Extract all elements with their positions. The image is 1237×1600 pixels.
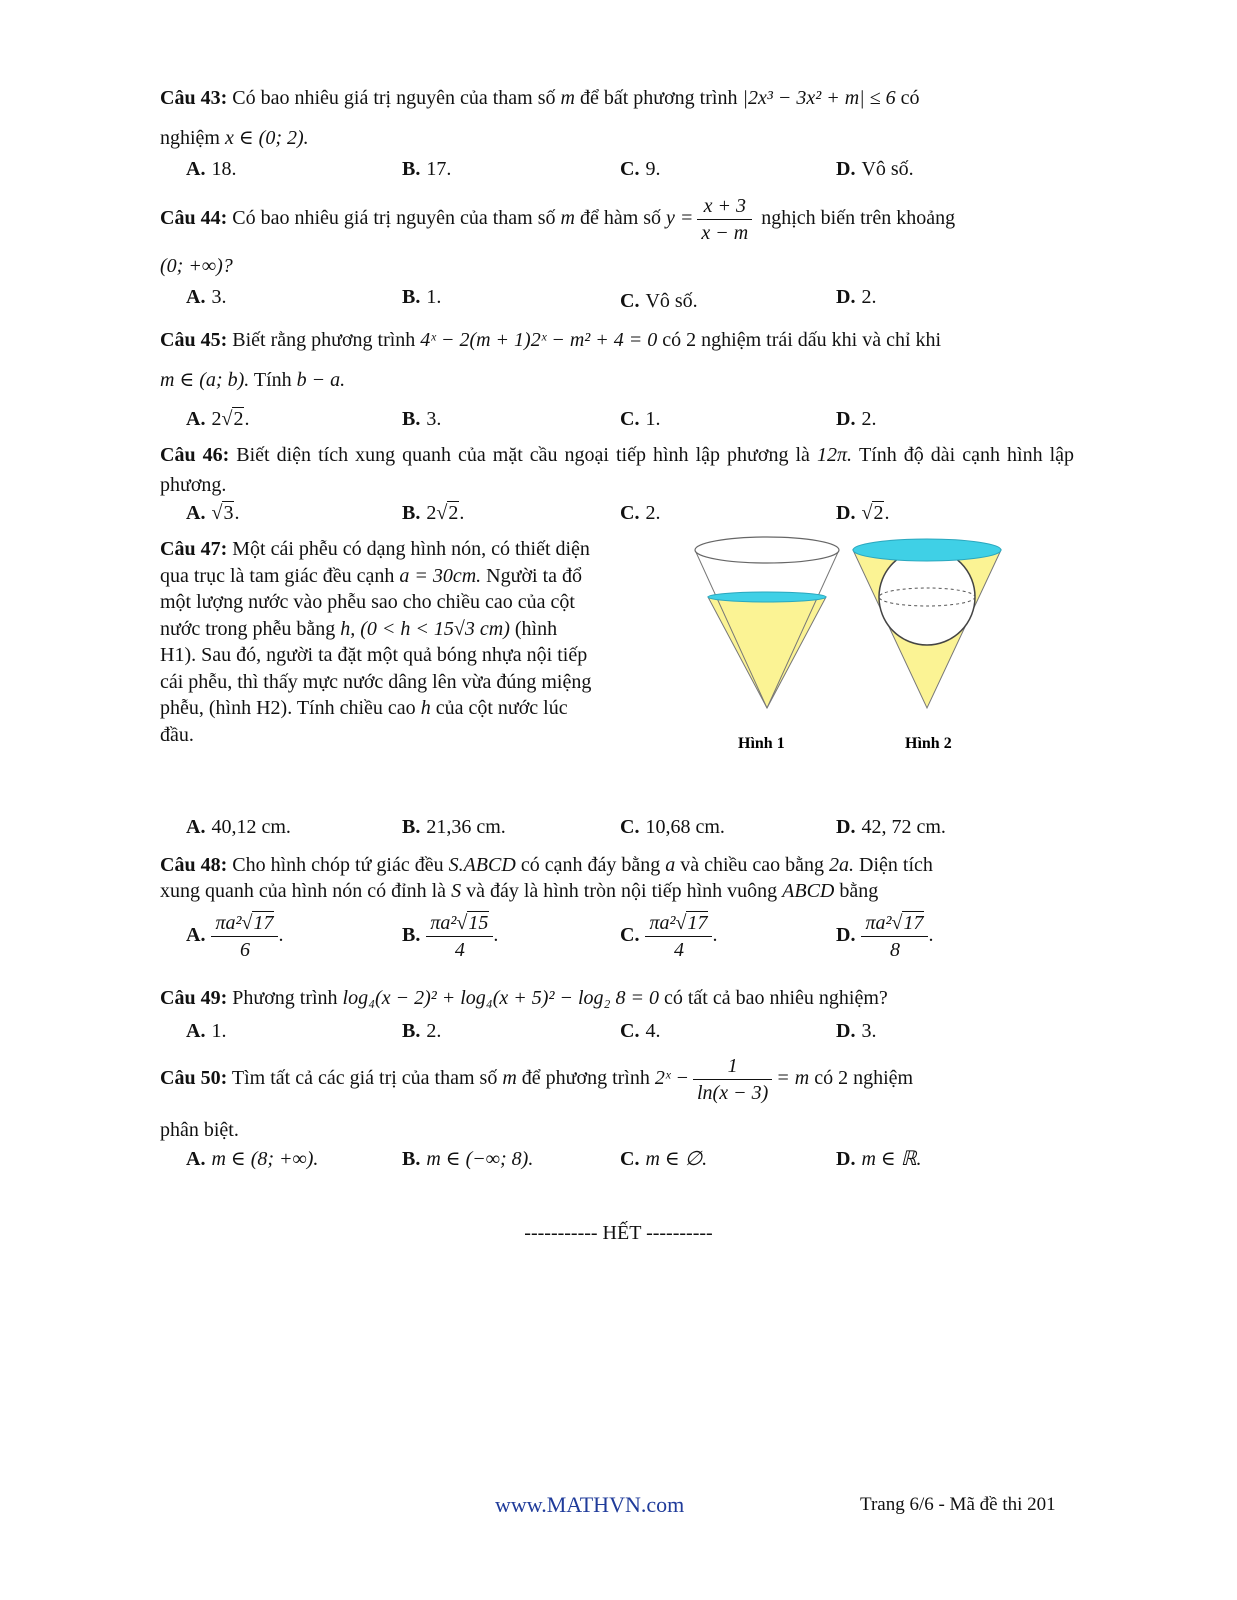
footer-site-link[interactable]: www.MATHVN.com <box>495 1492 685 1517</box>
option-b[interactable]: B. 17. <box>402 158 452 180</box>
option-b[interactable]: B. 2√2. <box>402 502 465 524</box>
answer-row <box>160 1146 1074 1176</box>
question-label: Câu 46: <box>160 444 230 466</box>
figure-2-label: Hình 2 <box>905 735 952 752</box>
option-d[interactable]: D. 3. <box>836 1020 877 1042</box>
end-marker: ----------- HẾT ---------- <box>524 1222 713 1244</box>
option-d[interactable]: D. Vô số. <box>836 158 914 180</box>
option-c[interactable]: C. Vô số. <box>620 290 698 312</box>
water-surface <box>853 539 1001 561</box>
option-c[interactable]: C. 4. <box>620 1020 661 1042</box>
footer-page-info: Trang 6/6 - Mã đề thi 201 <box>860 1494 1056 1515</box>
water-surface <box>708 592 826 602</box>
answer-row <box>160 286 1074 316</box>
equation: log₄(x − 2)² + log₄(x + 5)² − log₂ 8 = 0 <box>342 987 659 1009</box>
question-43: Câu 43: Có bao nhiêu giá trị nguyên của tham số m để bất phương trình |2x³ − 3x² + m| ≤ 6 có <box>160 87 920 109</box>
option-a[interactable]: A. 1. <box>186 1020 227 1042</box>
fraction: $\frac{1}{\ln(x - 3)}$ <box>693 1053 772 1106</box>
option-c[interactable]: C. 2. <box>620 502 661 524</box>
answer-row <box>160 906 1074 964</box>
question-label: Câu 45: <box>160 329 228 351</box>
answer-row <box>160 408 1074 438</box>
answer-row <box>160 502 1074 532</box>
question-label: Câu 48: <box>160 854 228 876</box>
option-c[interactable]: C. $\frac{\text{πa²√17}}{4}$ . <box>620 912 718 961</box>
answer-row <box>160 158 1074 188</box>
option-d[interactable]: D. 42, 72 cm. <box>836 816 946 838</box>
question-label: Câu 49: <box>160 987 228 1009</box>
option-b[interactable]: B. 21,36 cm. <box>402 816 506 838</box>
option-a[interactable]: A. √3. <box>186 502 240 524</box>
question-50-line2: phân biệt. <box>160 1119 239 1141</box>
option-a[interactable]: A. $\frac{\text{πa²√17}}{6}$ . <box>186 912 284 961</box>
question-label: Câu 44: <box>160 207 228 229</box>
option-b[interactable]: B. 3. <box>402 408 442 430</box>
option-a[interactable]: A. 40,12 cm. <box>186 816 291 838</box>
question-44: Câu 44: Có bao nhiêu giá trị nguyên của tham số m để hàm số y = $\frac{x + 3}{x - m}$ nghịch biến trên khoảng <box>160 194 956 244</box>
funnel-h1 <box>695 537 839 708</box>
figure-1-label: Hình 1 <box>738 735 785 752</box>
answer-row <box>160 1020 1074 1050</box>
question-45-line2: m ∈ (a; b). Tính b − a. <box>160 369 346 391</box>
equation: 4ˣ − 2(m + 1)2ˣ − m² + 4 = 0 <box>420 329 658 351</box>
option-d[interactable]: D. m ∈ ℝ. <box>836 1148 922 1170</box>
option-a[interactable]: A. m ∈ (8; +∞). <box>186 1148 319 1170</box>
option-c[interactable]: C. 1. <box>620 408 661 430</box>
ball <box>879 549 975 645</box>
question-45: Câu 45: Biết rằng phương trình 4ˣ − 2(m + 1)2ˣ − m² + 4 = 0 có 2 nghiệm trái dấu khi và chỉ khi <box>160 329 942 351</box>
option-d[interactable]: D. $\frac{\text{πa²√17}}{8}$ . <box>836 912 934 961</box>
option-b[interactable]: B. 1. <box>402 286 442 308</box>
question-label: Câu 43: <box>160 87 228 109</box>
question-label: Câu 50: <box>160 1067 228 1089</box>
option-d[interactable]: D. 2. <box>836 286 877 308</box>
question-47: Câu 47: Một cái phễu có dạng hình nón, có thiết diện qua trục là tam giác đều cạnh a = 30cm. Người ta đổ một lượng nước vào phễu sao cho chiều cao của cột nước trong phễu bằng h, (0 < h < 15√3 cm) (hình H1). Sau đó, người ta đặt một quả bóng nhựa nội tiếp cái phễu, thì thấy mực nước dâng lên vừa đúng miệng phễu, (hình H2). Tính chiều cao h của cột nước lúc đầu. <box>160 538 592 746</box>
answer-row <box>160 816 1074 846</box>
question-49: Câu 49: Phương trình log₄(x − 2)² + log₄(x + 5)² − log₂ 8 = 0 có tất cả bao nhiêu nghiệm? <box>160 987 888 1009</box>
option-b[interactable]: B. m ∈ (−∞; 8). <box>402 1148 534 1170</box>
option-d[interactable]: D. √2. <box>836 502 890 524</box>
option-b[interactable]: B. 2. <box>402 1020 442 1042</box>
fraction: $\frac{x + 3}{x - m}$ <box>697 193 752 246</box>
inequality: |2x³ − 3x² + m| ≤ 6 <box>742 87 896 109</box>
question-43-line2: nghiệm x ∈ (0; 2). <box>160 127 309 149</box>
funnel-figure <box>690 530 1010 760</box>
option-c[interactable]: C. 9. <box>620 158 661 180</box>
option-c[interactable]: C. m ∈ ∅. <box>620 1148 708 1170</box>
question-label: Câu 47: <box>160 538 228 560</box>
option-a[interactable]: A. 2√2. <box>186 408 250 430</box>
question-48: Câu 48: Cho hình chóp tứ giác đều S.ABCD có cạnh đáy bằng a và chiều cao bằng 2a. Diện tích xung quanh của hình nón có đỉnh là S và đáy là hình tròn nội tiếp hình vuông ABCD bằng <box>160 854 933 902</box>
funnel-h2 <box>853 539 1001 708</box>
question-44-line2: (0; +∞)? <box>160 255 233 277</box>
question-46: Câu 46: Biết diện tích xung quanh của mặt cầu ngoại tiếp hình lập phương là 12π. Tính độ dài cạnh hình lập phương. <box>160 444 1075 496</box>
option-a[interactable]: A. 3. <box>186 286 227 308</box>
option-d[interactable]: D. 2. <box>836 408 877 430</box>
option-c[interactable]: C. 10,68 cm. <box>620 816 725 838</box>
option-a[interactable]: A. 18. <box>186 158 237 180</box>
option-b[interactable]: B. $\frac{\text{πa²√15}}{4}$ . <box>402 912 499 961</box>
question-50: Câu 50: Tìm tất cả các giá trị của tham số m để phương trình 2ˣ − $\frac{1}{\ln(x - 3)}$ = m có 2 nghiệm <box>160 1054 914 1104</box>
